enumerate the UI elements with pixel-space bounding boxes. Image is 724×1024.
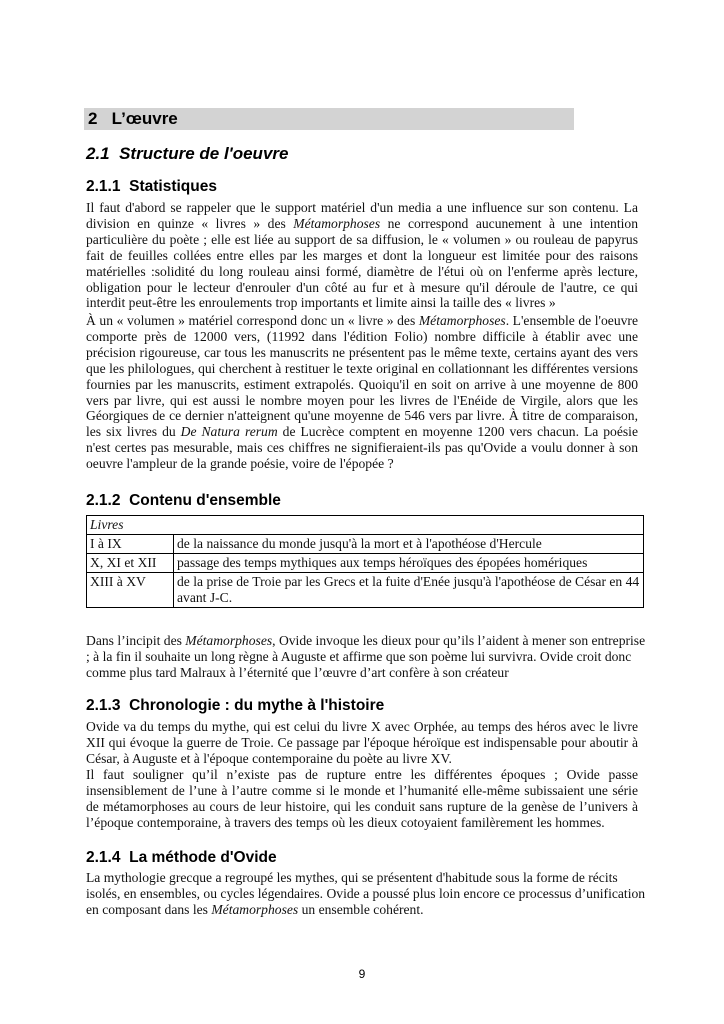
subsection-title: Statistiques	[129, 178, 217, 195]
subsection-number: 2.1.1	[86, 178, 121, 195]
table-row	[87, 572, 644, 607]
paragraph-incipit	[86, 633, 646, 681]
page-number: 9	[358, 967, 366, 981]
table-row	[87, 553, 644, 572]
section-title: Structure de l'oeuvre	[119, 144, 289, 163]
section-heading	[86, 144, 288, 164]
text-run: . L'ensemble de l'oeuvre comporte près de 12000 vers, (11992 dans l'édition Folio) nombre difficile à établir avec une précision rigoureuse, car tous les manuscrits ne présentent pas le même texte, certains ayant des vers que les philologues, qui cherchent à restituer le texte original en collationnant les différentes versions fournies par les manuscrits, estiment extrapolés. Quoiqu'il en soit on arrive à une moyenne de 800 vers par livre, qui est aussi le nombre moyen pour les livres de l'Enéide de Virgile, alors que les Géorgiques de ce dernier n'atteignent qu'une moyenne de 546 vers par livre. À titre de comparaison, les six livres du	[86, 313, 638, 440]
paragraph-volumen	[86, 313, 638, 472]
books-cell: X, XI et XII	[87, 553, 174, 572]
text-run: , Ovide invoque les dieux pour qu’ils l’aident à mener son entreprise ; à la fin il souhaite un long règne à Auguste et affirme que son poème lui survivra. Ovide croit donc comme plus tard Malraux à l’éternité que l’œuvre d’art confère à son créateur	[86, 633, 646, 680]
chapter-number: 2	[88, 109, 98, 128]
subsection-number: 2.1.4	[86, 849, 121, 866]
subsection-title: Contenu d'ensemble	[129, 492, 281, 509]
description-cell: de la naissance du monde jusqu'à la mort et à l'apothéose d'Hercule	[174, 534, 644, 553]
italic-title: Métamorphoses	[185, 633, 273, 648]
subsection-title: Chronologie : du mythe à l'histoire	[129, 697, 385, 714]
text-run: ne correspond aucunement à une intention particulière du poète ; elle est liée au support de sa diffusion, le « volumen » ou rouleau de papyrus fait de feuilles collées entre elles par les marges et dont la longueur est limitée pour des raisons matérielles :solidité du long rouleau ainsi formé, diamètre de l'étui où on l'enferme après lecture, obligation pour le lecteur d'enrouler d'un côté au fur et à mesure qu'il déroule de l'autre, ce qui interdit peut-être les enroulements trop importants et limite ainsi la taille des « livres »	[86, 215, 639, 311]
description-cell: passage des temps mythiques aux temps héroïques des épopées homériques	[174, 553, 644, 572]
paragraph-mythe: Ovide va du temps du mythe, qui est celui du livre X avec Orphée, au temps des héros avec le livre XII qui évoque la guerre de Troie. Ce passage par l'époque héroïque est indispensable pour aboutir à César, à Auguste et à l'époque contemporaine du poète au livre XV.	[86, 719, 638, 766]
paragraph-support	[86, 200, 638, 311]
italic-title: De Natura rerum	[180, 424, 278, 440]
books-cell: I à IX	[87, 534, 174, 553]
text-run: À un « volumen » matériel correspond donc un « livre » des	[86, 313, 419, 328]
description-cell: de la prise de Troie par les Grecs et la fuite d'Enée jusqu'à l'apothéose de César en 44 avant J-C.	[174, 572, 644, 607]
table-row	[87, 534, 644, 553]
subsection-number: 2.1.2	[86, 492, 121, 509]
italic-title: Métamorphoses	[293, 215, 381, 231]
subsection-heading-methode	[86, 849, 277, 867]
subsection-number: 2.1.3	[86, 697, 121, 714]
chapter-heading	[84, 108, 574, 130]
subsection-heading-contenu	[86, 492, 281, 510]
italic-title: Métamorphoses	[418, 313, 506, 328]
subsection-title: La méthode d'Ovide	[129, 849, 277, 866]
chapter-title: L’œuvre	[111, 109, 178, 128]
text-run: de Lucrèce comptent en moyenne 1200 vers chacun. La poésie n'est certes pas mesurable, mais ces chiffres ne signifieraient-ils pas qu'Ovide a voulu donner à son oeuvre l'ampleur de la grande poésie, voire de l'épopée ?	[86, 424, 638, 472]
text-run: La mythologie grecque a regroupé les mythes, qui se présentent d'habitude sous la forme de récits isolés, en ensembles, ou cycles légendaires. Ovide a poussé plus loin encore ce processus d’unification en composant dans les	[86, 870, 646, 917]
section-number: 2.1	[86, 144, 110, 163]
paragraph-methode	[86, 870, 646, 918]
text-run: Il faut d'abord se rappeler que le support matériel d'un media a une influence sur son contenu. La division en quinze « livres » des	[86, 200, 638, 231]
paragraph-rupture: Il faut souligner qu’il n’existe pas de rupture entre les différentes époques ; Ovide passe insensiblement de l’une à l’autre comme si le monde et l’humanité elle-même subissaient une série de métamorphoses au cours de leur histoire, qui les conduit sans rupture de la genèse de l’univers à l’époque contemporaine, à travers des temps où les dieux cotoyaient familèrement les hommes.	[86, 767, 638, 830]
subsection-heading-chronologie	[86, 697, 384, 715]
content-table	[86, 515, 644, 608]
table-header-row	[87, 516, 644, 535]
table-header-label: Livres	[90, 517, 124, 532]
subsection-heading-statistiques	[86, 178, 217, 196]
italic-title: Métamorphoses	[211, 901, 299, 917]
books-cell: XIII à XV	[87, 572, 174, 607]
table-header-cell	[87, 516, 644, 535]
text-run: un ensemble cohérent.	[298, 901, 424, 917]
text-run: Dans l’incipit des	[86, 633, 186, 648]
